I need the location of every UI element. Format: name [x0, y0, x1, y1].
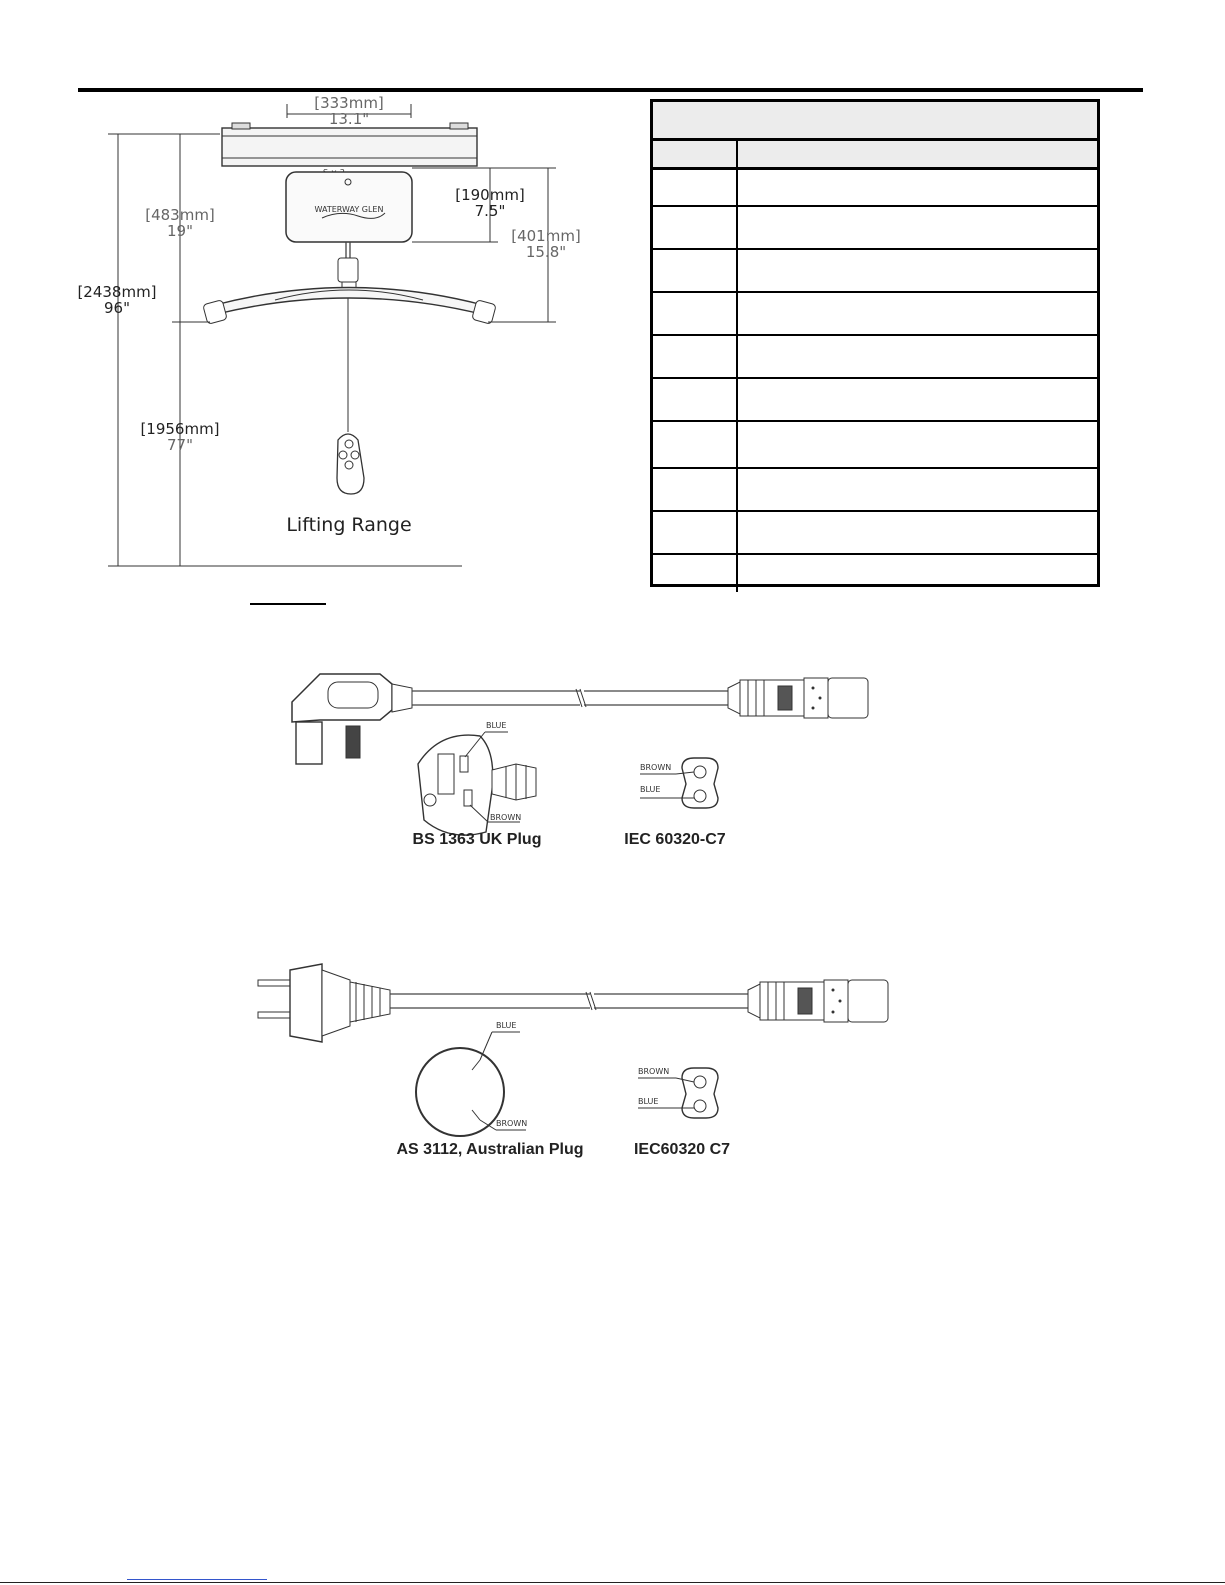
- au-power-cord-diagram: [250, 960, 910, 1170]
- table-cell: [738, 379, 1097, 420]
- lifting-range-caption: Lifting Range: [286, 514, 412, 536]
- table-cell: [738, 512, 1097, 553]
- table-cell: [653, 379, 738, 420]
- uk-wire-brown-label: BROWN: [490, 813, 522, 822]
- au-iec-caption: IEC60320 C7: [633, 1141, 731, 1158]
- au-iec-blue-label: BLUE: [638, 1097, 659, 1106]
- lift-dimension-diagram: [0, 0, 620, 600]
- table-cell: [653, 336, 738, 377]
- table-row: [653, 512, 1097, 555]
- dim-overall-in: 96": [104, 299, 130, 317]
- table-cell: [738, 250, 1097, 291]
- au-wire-blue-label: BLUE: [496, 1021, 517, 1030]
- table-cell: [653, 422, 738, 467]
- table-header-row: [653, 141, 1097, 170]
- uk-plug-caption: BS 1363 UK Plug: [412, 831, 542, 848]
- uk-iec-blue-label: BLUE: [640, 785, 661, 794]
- table-row: [653, 469, 1097, 512]
- table-cell: [738, 170, 1097, 205]
- au-iec-connector-body: [748, 980, 888, 1022]
- table-cell: [653, 250, 738, 291]
- underline-mark: [250, 603, 326, 605]
- table-cell: [738, 336, 1097, 377]
- au-plug-caption: AS 3112, Australian Plug: [396, 1141, 584, 1158]
- table-row: [653, 170, 1097, 207]
- table-cell: [653, 207, 738, 248]
- motor-unit: [286, 172, 412, 242]
- hanger-bar: [203, 288, 496, 325]
- table-title-row: [653, 102, 1097, 141]
- hand-control: [337, 434, 364, 494]
- dim-hanger-mm: [401mm]: [511, 227, 581, 245]
- table-cell: [738, 422, 1097, 467]
- table-cell: [653, 555, 738, 592]
- table-cell: [653, 469, 738, 510]
- uk-iec-caption: IEC 60320-C7: [624, 831, 726, 848]
- au-iec-brown-label: BROWN: [638, 1067, 670, 1076]
- table-row: [653, 379, 1097, 422]
- au-plug-body: [258, 964, 390, 1042]
- table-row: [653, 250, 1097, 293]
- uk-plug-body: [292, 674, 392, 764]
- table-row: [653, 422, 1097, 469]
- col1-header: [653, 141, 738, 167]
- specification-table: [650, 99, 1100, 587]
- dim-overall-mm: [2438mm]: [77, 283, 157, 301]
- table-cell: [738, 293, 1097, 334]
- table-cell: [653, 512, 738, 553]
- table-cell: [653, 170, 738, 205]
- dim-top-in: 13.1": [328, 110, 370, 128]
- dim-left-mm: [483mm]: [145, 206, 215, 224]
- dim-motor-in: 7.5": [474, 202, 506, 220]
- table-cell: [738, 469, 1097, 510]
- iec-connector-body: [728, 678, 868, 718]
- table-row: [653, 555, 1097, 592]
- dim-lift-in: 77": [167, 436, 193, 454]
- uk-wire-blue-label: BLUE: [486, 721, 507, 730]
- table-cell: [738, 555, 1097, 592]
- table-cell: [653, 293, 738, 334]
- dim-top-mm: [333mm]: [314, 94, 384, 112]
- ceiling-rail: [222, 123, 477, 177]
- au-wire-brown-label: BROWN: [496, 1119, 528, 1128]
- table-row: [653, 207, 1097, 250]
- footer-link-underline[interactable]: [127, 1579, 267, 1580]
- uk-iec-brown-label: BROWN: [640, 763, 672, 772]
- motor-label: WATERWAY GLEN: [314, 205, 384, 214]
- dim-motor-mm: [190mm]: [455, 186, 525, 204]
- table-cell: [738, 207, 1097, 248]
- dim-hanger-in: 15.8": [525, 243, 567, 261]
- table-row: [653, 293, 1097, 336]
- footer-rule: [0, 1582, 1225, 1583]
- col2-header: [738, 141, 1097, 167]
- uk-power-cord-diagram: [280, 660, 880, 860]
- dim-lift-mm: [1956mm]: [140, 420, 220, 438]
- table-row: [653, 336, 1097, 379]
- dim-left-in: 19": [167, 222, 193, 240]
